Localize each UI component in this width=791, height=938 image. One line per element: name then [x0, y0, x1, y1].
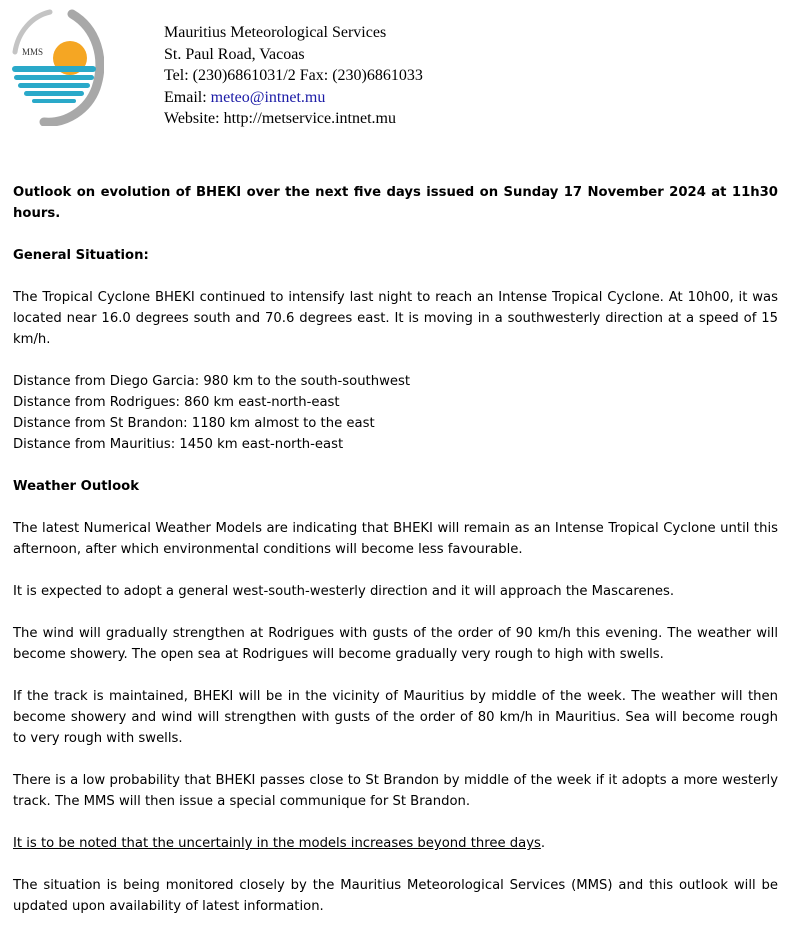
website: Website: http://metservice.intnet.mu	[164, 110, 396, 127]
phone-fax: Tel: (230)6861031/2 Fax: (230)6861033	[164, 67, 423, 84]
distance-item: Distance from Mauritius: 1450 km east-north-east	[13, 437, 344, 452]
uncertainty-note: It is to be noted that the uncertainly in the models increases beyond three days	[13, 836, 541, 851]
org-name: Mauritius Meteorological Services	[164, 24, 387, 41]
outlook-paragraph: It is expected to adopt a general west-south-westerly direction and it will approach the Mascarenes.	[13, 584, 675, 599]
distance-item: Distance from Diego Garcia: 980 km to the south-southwest	[13, 374, 411, 389]
uncertainty-period: .	[540, 836, 546, 851]
outlook-paragraph: The wind will gradually strengthen at Rodrigues with gusts of the order of 90 km/h this evening. The weather will become showery. The open sea at Rodrigues will become gradually very rough to high with swells.	[13, 626, 778, 662]
uncertainty-note-line	[13, 833, 778, 854]
distance-item: Distance from Rodrigues: 860 km east-north-east	[13, 395, 340, 410]
email-line	[164, 87, 423, 109]
general-situation-text: The Tropical Cyclone BHEKI continued to intensify last night to reach an Intense Tropical Cyclone. At 10h00, it was located near 16.0 degrees south and 70.6 degrees east. It is moving in a southwesterly direction at a speed of 15 km/h.	[13, 290, 778, 347]
distance-item: Distance from St Brandon: 1180 km almost to the east	[13, 416, 375, 431]
closing-paragraph: The situation is being monitored closely by the Mauritius Meteorological Services (MMS) and this outlook will be updated upon availability of latest information.	[13, 878, 778, 914]
bulletin-title: Outlook on evolution of BHEKI over the next five days issued on Sunday 17 November 2024 at 11h30 hours.	[13, 185, 778, 221]
outlook-paragraph: If the track is maintained, BHEKI will be in the vicinity of Mauritius by middle of the week. The weather will then become showery and wind will strengthen with gusts of the order of 80 km/h in Mauritius. Sea will become rough to very rough with swells.	[13, 689, 778, 746]
address: St. Paul Road, Vacoas	[164, 45, 305, 63]
email-link[interactable]: meteo@intnet.mu	[210, 88, 326, 106]
letterhead	[0, 0, 791, 140]
address-block	[164, 22, 423, 130]
mms-logo	[10, 6, 104, 126]
distance-list	[13, 371, 778, 455]
outlook-paragraph: The latest Numerical Weather Models are indicating that BHEKI will remain as an Intense Tropical Cyclone until this afternoon, after which environmental conditions will become less favourable.	[13, 521, 778, 557]
email-label: Email:	[164, 88, 211, 106]
outlook-paragraph: There is a low probability that BHEKI passes close to St Brandon by middle of the week if it adopts a more westerly track. The MMS will then issue a special communique for St Brandon.	[13, 773, 778, 809]
general-situation-heading: General Situation:	[13, 248, 149, 263]
bulletin-body	[13, 182, 778, 938]
logo-text: MMS	[22, 47, 44, 57]
weather-outlook-heading: Weather Outlook	[13, 479, 139, 494]
